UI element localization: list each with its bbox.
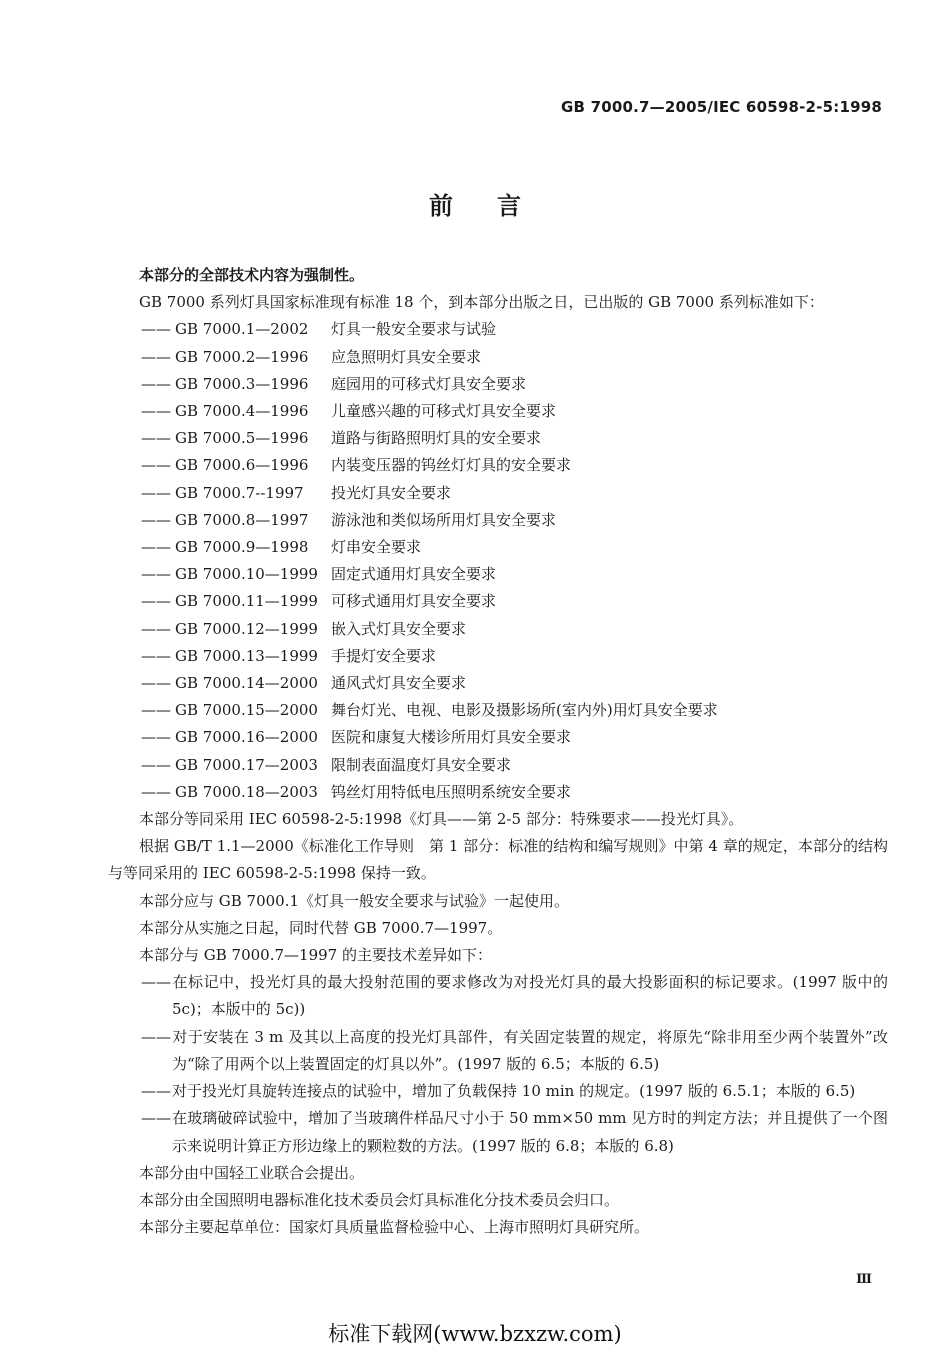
standard-code: GB 7000.5—1996 — [175, 429, 309, 448]
standard-reference: GB 7000.7—2005/IEC 60598-2-5:1998 — [561, 98, 882, 116]
dash: —— — [141, 538, 171, 557]
standard-item — [108, 724, 888, 751]
standard-item — [108, 480, 888, 507]
standard-code: GB 7000.15—2000 — [175, 701, 318, 720]
standard-item — [108, 616, 888, 643]
standard-item — [108, 670, 888, 697]
standard-title: 灯具一般安全要求与试验 — [331, 320, 497, 339]
dash: —— — [141, 674, 171, 693]
standard-code: GB 7000.17—2003 — [175, 755, 318, 774]
proposed-by-paragraph: 本部分由中国轻工业联合会提出。 — [139, 1163, 365, 1182]
standard-title: 儿童感兴趣的可移式灯具安全要求 — [331, 402, 557, 421]
standard-item — [108, 452, 888, 479]
standard-item — [108, 643, 888, 670]
committee-paragraph: 本部分由全国照明电器标准化技术委员会灯具标准化分技术委员会归口。 — [139, 1190, 620, 1209]
standard-code: GB 7000.7--1997 — [175, 483, 304, 502]
standard-code: GB 7000.2—1996 — [175, 347, 309, 366]
standard-code: GB 7000.16—2000 — [175, 728, 318, 747]
page-title: 前言 — [429, 192, 565, 220]
difference-item — [108, 1078, 888, 1105]
drafters-paragraph: 本部分主要起草单位：国家灯具质量监督检验中心、上海市照明灯具研究所。 — [139, 1218, 650, 1237]
difference-item — [108, 1024, 888, 1078]
difference-text: 对于安装在 3 m 及其以上高度的投光灯具部件，有关固定装置的规定，将原先“除非用至少两个装置外”改为“除了用两个以上装置固定的灯具以外”。(1997 版的 6.5；本版的 6.5) — [172, 1027, 888, 1073]
dash: —— — [141, 592, 171, 611]
standard-code: GB 7000.11—1999 — [175, 592, 318, 611]
document-body — [108, 262, 888, 1241]
standard-title: 游泳池和类似场所用灯具安全要求 — [331, 510, 557, 529]
dash: —— — [141, 565, 171, 584]
standard-title: 钨丝灯用特低电压照明系统安全要求 — [331, 782, 572, 801]
dash: —— — [141, 646, 171, 665]
difference-text: 在标记中，投光灯具的最大投射范围的要求修改为对投光灯具的最大投影面积的标记要求。(1997 版中的 5c)；本版中的 5c)) — [172, 973, 888, 1019]
standard-title: 道路与街路照明灯具的安全要求 — [331, 429, 542, 448]
standard-item — [108, 588, 888, 615]
differences-intro: 本部分与 GB 7000.7—1997 的主要技术差异如下： — [139, 946, 492, 965]
standard-item — [108, 507, 888, 534]
dash: —— — [141, 755, 171, 774]
standard-item — [108, 425, 888, 452]
standard-title: 医院和康复大楼诊所用灯具安全要求 — [331, 728, 572, 747]
difference-text: 对于投光灯具旋转连接点的试验中，增加了负载保持 10 min 的规定。(1997 版的 6.5.1；本版的 6.5) — [172, 1082, 856, 1101]
standard-item — [108, 561, 888, 588]
standard-code: GB 7000.3—1996 — [175, 374, 309, 393]
standard-title: 可移式通用灯具安全要求 — [331, 592, 497, 611]
dash: —— — [141, 728, 171, 747]
differences-list — [108, 969, 888, 1159]
standard-code: GB 7000.18—2003 — [175, 782, 318, 801]
dash: —— — [141, 510, 171, 529]
use-with-paragraph: 本部分应与 GB 7000.1《灯具一般安全要求与试验》一起使用。 — [139, 891, 570, 910]
standard-item — [108, 752, 888, 779]
standard-title: 灯串安全要求 — [331, 538, 422, 557]
standard-title: 限制表面温度灯具安全要求 — [331, 755, 512, 774]
watermark-footer: 标准下载网(www.bzxzw.com) — [328, 1322, 622, 1346]
standard-title: 通风式灯具安全要求 — [331, 674, 467, 693]
standard-code: GB 7000.6—1996 — [175, 456, 309, 475]
dash: —— — [141, 347, 171, 366]
standard-code: GB 7000.9—1998 — [175, 538, 309, 557]
standard-item — [108, 779, 888, 806]
dash: —— — [141, 402, 171, 421]
replaces-paragraph: 本部分从实施之日起，同时代替 GB 7000.7—1997。 — [139, 918, 503, 937]
difference-item — [108, 1105, 888, 1159]
mandatory-statement: 本部分的全部技术内容为强制性。 — [139, 266, 365, 284]
standards-list — [108, 316, 888, 806]
standard-item — [108, 371, 888, 398]
standard-code: GB 7000.4—1996 — [175, 402, 309, 421]
standard-code: GB 7000.8—1997 — [175, 510, 309, 529]
standard-title: 投光灯具安全要求 — [331, 483, 452, 502]
standard-code: GB 7000.14—2000 — [175, 674, 318, 693]
dash: —— — [141, 456, 171, 475]
dash: —— — [141, 701, 171, 720]
standard-item — [108, 398, 888, 425]
equivalent-adoption-paragraph: 本部分等同采用 IEC 60598-2-5:1998《灯具——第 2-5 部分：特殊要求——投光灯具》。 — [139, 810, 744, 829]
standard-title: 嵌入式灯具安全要求 — [331, 619, 467, 638]
dash: —— — [141, 619, 171, 638]
page-number: Ⅲ — [856, 1272, 872, 1287]
standard-title: 应急照明灯具安全要求 — [331, 347, 482, 366]
standard-title: 手提灯安全要求 — [331, 646, 437, 665]
dash: —— — [141, 374, 171, 393]
structure-paragraph: 根据 GB/T 1.1—2000《标准化工作导则 第 1 部分：标准的结构和编写规则》中第 4 章的规定，本部分的结构与等同采用的 IEC 60598-2-5:1998 保持一致。 — [108, 837, 888, 883]
standard-code: GB 7000.12—1999 — [175, 619, 318, 638]
difference-item — [108, 969, 888, 1023]
standard-code: GB 7000.10—1999 — [175, 565, 318, 584]
standard-title: 内装变压器的钨丝灯灯具的安全要求 — [331, 456, 572, 475]
standard-code: GB 7000.1—2002 — [175, 320, 309, 339]
dash: —— — [141, 782, 171, 801]
difference-text: 在玻璃破碎试验中，增加了当玻璃件样品尺寸小于 50 mm×50 mm 见方时的判定方法；并且提供了一个图示来说明计算正方形边缘上的颗粒数的方法。(1997 版的 6.8；本版的 6.8) — [172, 1109, 888, 1155]
standard-title: 庭园用的可移式灯具安全要求 — [331, 374, 527, 393]
dash: —— — [141, 320, 171, 339]
dash: —— — [141, 1109, 171, 1128]
standard-item — [108, 344, 888, 371]
series-intro: GB 7000 系列灯具国家标准现有标准 18 个，到本部分出版之日，已出版的 GB 7000 系列标准如下： — [139, 293, 824, 312]
standard-title: 固定式通用灯具安全要求 — [331, 565, 497, 584]
dash: —— — [141, 483, 171, 502]
dash: —— — [141, 429, 171, 448]
standard-item — [108, 534, 888, 561]
dash: —— — [141, 1027, 171, 1046]
dash: —— — [141, 1082, 171, 1101]
dash: —— — [141, 973, 171, 992]
standard-title: 舞台灯光、电视、电影及摄影场所(室内外)用灯具安全要求 — [331, 701, 718, 720]
standard-item — [108, 316, 888, 343]
standard-item — [108, 697, 888, 724]
standard-code: GB 7000.13—1999 — [175, 646, 318, 665]
